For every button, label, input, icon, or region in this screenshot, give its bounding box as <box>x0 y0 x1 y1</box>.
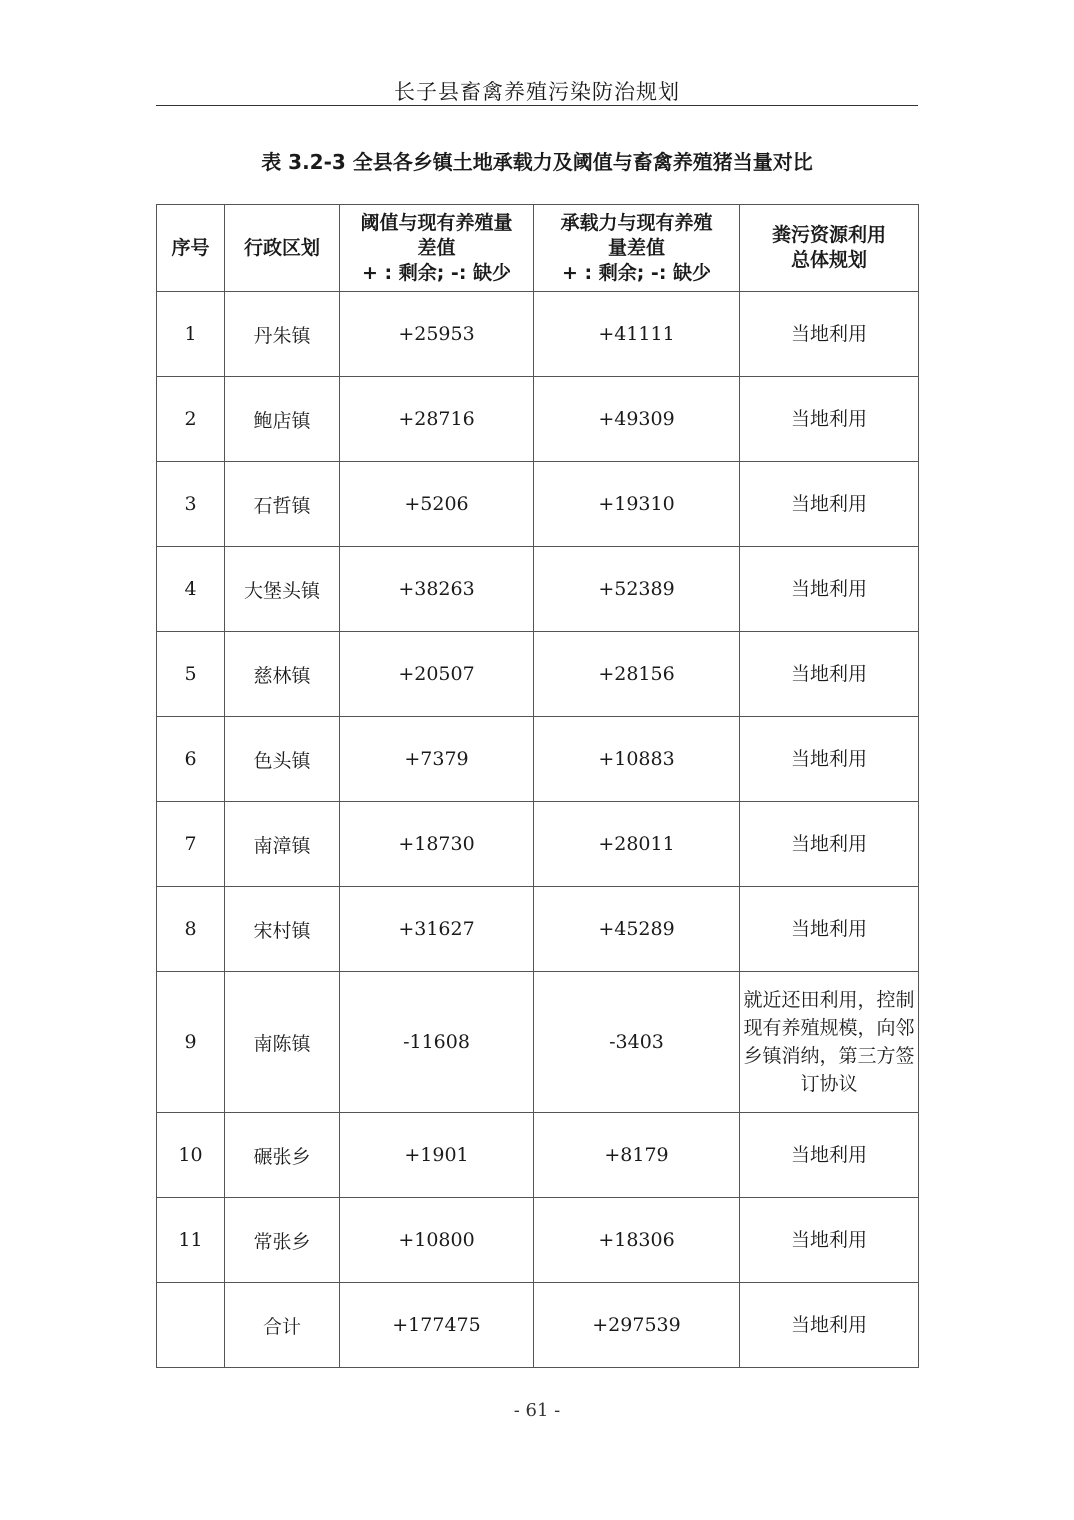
cell-region: 大堡头镇 <box>225 547 340 632</box>
table-row <box>157 1198 919 1283</box>
cell-region: 鲍店镇 <box>225 377 340 462</box>
cell-capacity: +41111 <box>534 292 740 377</box>
table-row <box>157 1113 919 1198</box>
cell-capacity: +49309 <box>534 377 740 462</box>
table-row <box>157 547 919 632</box>
col-header-capacity-line2: 量差值 <box>607 236 665 259</box>
cell-plan: 当地利用 <box>740 462 919 547</box>
cell-region: 南陈镇 <box>225 972 340 1113</box>
table-row <box>157 972 919 1113</box>
cell-threshold: +1901 <box>340 1113 534 1198</box>
cell-region: 碾张乡 <box>225 1113 340 1198</box>
cell-region: 南漳镇 <box>225 802 340 887</box>
comparison-table <box>156 204 919 1368</box>
cell-plan: 当地利用 <box>740 802 919 887</box>
cell-threshold: +7379 <box>340 717 534 802</box>
cell-index: 6 <box>157 717 225 802</box>
cell-capacity: +19310 <box>534 462 740 547</box>
col-header-region: 行政区划 <box>225 205 340 292</box>
cell-index: 9 <box>157 972 225 1113</box>
cell-threshold: +38263 <box>340 547 534 632</box>
cell-threshold: +5206 <box>340 462 534 547</box>
cell-region: 石哲镇 <box>225 462 340 547</box>
cell-plan: 就近还田利用，控制现有养殖规模，向邻乡镇消纳，第三方签订协议 <box>740 972 919 1113</box>
cell-threshold: -11608 <box>340 972 534 1113</box>
table-row <box>157 887 919 972</box>
cell-plan: 当地利用 <box>740 717 919 802</box>
cell-threshold: +28716 <box>340 377 534 462</box>
cell-index: 7 <box>157 802 225 887</box>
cell-plan: 当地利用 <box>740 547 919 632</box>
cell-plan: 当地利用 <box>740 632 919 717</box>
cell-threshold: +25953 <box>340 292 534 377</box>
table-header-row <box>157 205 919 292</box>
table-row <box>157 462 919 547</box>
table-row <box>157 717 919 802</box>
cell-plan: 当地利用 <box>740 1113 919 1198</box>
table-total-row <box>157 1283 919 1368</box>
col-header-capacity-line1: 承载力与现有养殖 <box>560 211 713 234</box>
col-header-plan-line2: 总体规划 <box>790 249 867 271</box>
col-header-plan <box>740 205 919 292</box>
table-row <box>157 802 919 887</box>
cell-region: 慈林镇 <box>225 632 340 717</box>
cell-region: 合计 <box>225 1283 340 1368</box>
col-header-threshold-line3: + : 剩余; -: 缺少 <box>361 261 512 284</box>
col-header-capacity <box>534 205 740 292</box>
cell-threshold: +20507 <box>340 632 534 717</box>
table-row <box>157 632 919 717</box>
cell-threshold: +18730 <box>340 802 534 887</box>
cell-threshold: +10800 <box>340 1198 534 1283</box>
cell-plan: 当地利用 <box>740 1198 919 1283</box>
cell-plan: 当地利用 <box>740 1283 919 1368</box>
cell-region: 宋村镇 <box>225 887 340 972</box>
col-header-index: 序号 <box>157 205 225 292</box>
cell-region: 色头镇 <box>225 717 340 802</box>
table-row <box>157 292 919 377</box>
cell-capacity: +45289 <box>534 887 740 972</box>
cell-index: 5 <box>157 632 225 717</box>
cell-index: 11 <box>157 1198 225 1283</box>
cell-capacity: +8179 <box>534 1113 740 1198</box>
cell-index: 1 <box>157 292 225 377</box>
cell-capacity: +28011 <box>534 802 740 887</box>
table-row <box>157 377 919 462</box>
cell-plan: 当地利用 <box>740 887 919 972</box>
col-header-threshold <box>340 205 534 292</box>
cell-index: 4 <box>157 547 225 632</box>
cell-capacity: +18306 <box>534 1198 740 1283</box>
cell-capacity: +52389 <box>534 547 740 632</box>
col-header-threshold-line2: 差值 <box>417 236 456 259</box>
cell-plan: 当地利用 <box>740 377 919 462</box>
cell-region: 丹朱镇 <box>225 292 340 377</box>
cell-index: 2 <box>157 377 225 462</box>
cell-index: 3 <box>157 462 225 547</box>
cell-index: 8 <box>157 887 225 972</box>
running-header: 长子县畜禽养殖污染防治规划 <box>394 80 680 104</box>
cell-capacity: +297539 <box>534 1283 740 1368</box>
table-caption: 表 3.2-3 全县各乡镇土地承载力及阈值与畜禽养殖猪当量对比 <box>261 150 813 174</box>
cell-threshold: +177475 <box>340 1283 534 1368</box>
col-header-capacity-line3: + : 剩余; -: 缺少 <box>561 261 712 284</box>
col-header-threshold-line1: 阈值与现有养殖量 <box>360 211 513 234</box>
cell-plan: 当地利用 <box>740 292 919 377</box>
col-header-plan-line1: 粪污资源利用 <box>771 224 886 246</box>
cell-capacity: -3403 <box>534 972 740 1113</box>
cell-index <box>157 1283 225 1368</box>
header-rule <box>156 105 918 106</box>
cell-capacity: +28156 <box>534 632 740 717</box>
cell-index: 10 <box>157 1113 225 1198</box>
page-number: - 61 - <box>513 1400 561 1421</box>
cell-region: 常张乡 <box>225 1198 340 1283</box>
cell-capacity: +10883 <box>534 717 740 802</box>
cell-threshold: +31627 <box>340 887 534 972</box>
